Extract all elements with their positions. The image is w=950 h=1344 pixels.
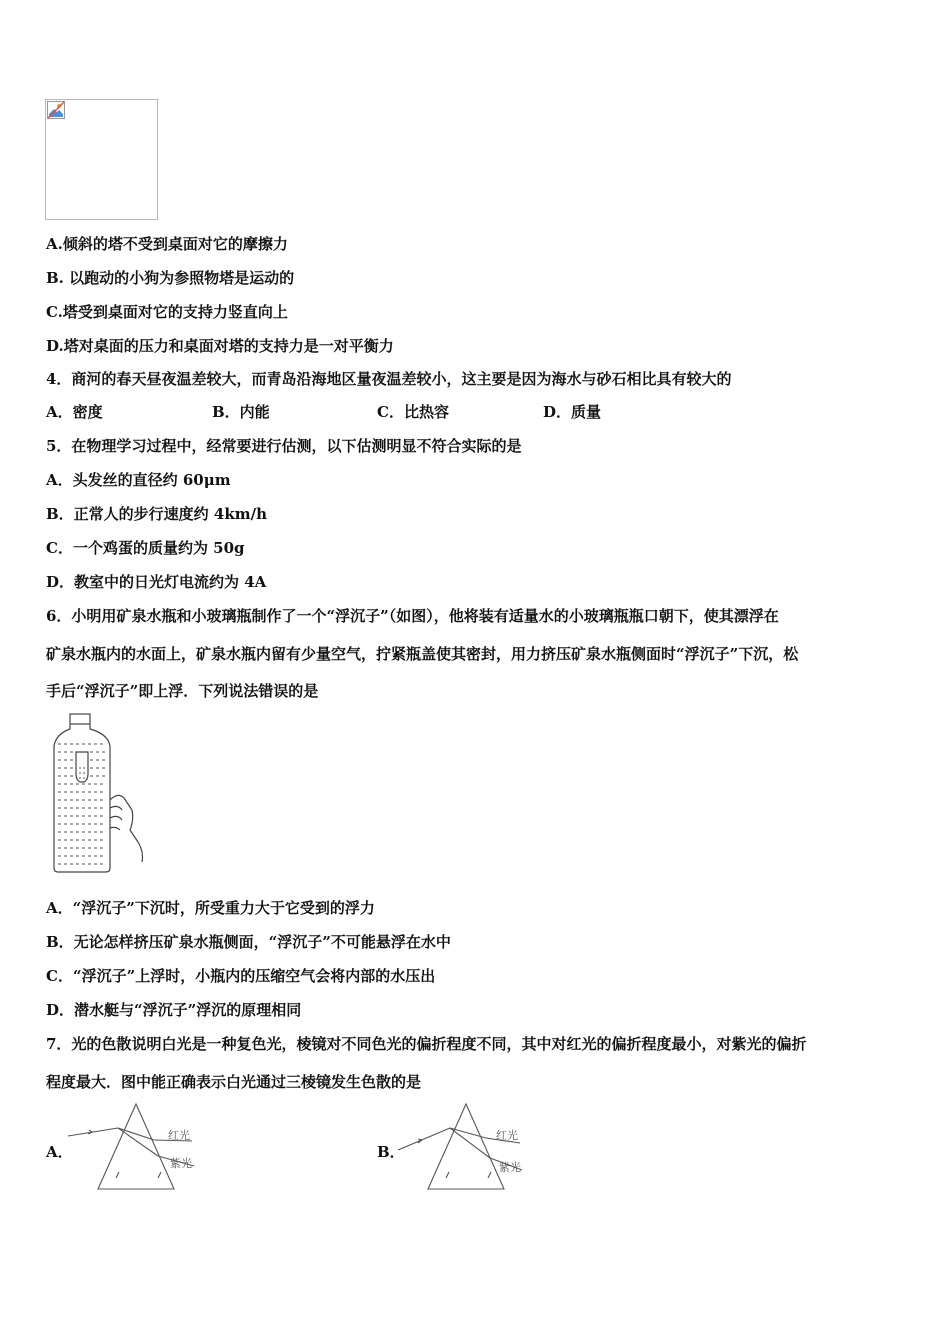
- q7-stem-line-1: 7．光的色散说明白光是一种复色光，棱镜对不同色光的偏折程度不同，其中对红光的偏折程度最小，对紫光的偏折: [46, 1035, 807, 1053]
- q5-option-b: B．正常人的步行速度约 4km/h: [46, 505, 267, 523]
- q4-option-b: B．内能: [212, 403, 270, 421]
- q4-options: [46, 402, 746, 422]
- broken-image-icon: [47, 101, 65, 119]
- q4-option-d: D．质量: [543, 403, 602, 421]
- prism-figure-a: [66, 1100, 201, 1196]
- q7-option-a-label: A．: [46, 1143, 73, 1161]
- prism-b-violet-label: 紫光: [499, 1161, 521, 1174]
- q5-option-d: D．教室中的日光灯电流约为 4A: [46, 573, 267, 591]
- q3-option-d: D.塔对桌面的压力和桌面对塔的支持力是一对平衡力: [46, 337, 394, 355]
- q3-option-b: B. 以跑动的小狗为参照物塔是运动的: [46, 269, 295, 287]
- q4-option-c: C．比热容: [377, 403, 449, 421]
- tower-image-placeholder: [45, 99, 158, 220]
- q6-option-d: D．潜水艇与“浮沉子”浮沉的原理相同: [46, 1001, 302, 1019]
- q7-stem-line-2: 程度最大．图中能正确表示白光通过三棱镜发生色散的是: [46, 1073, 422, 1091]
- prism-a-red-label: 红光: [168, 1129, 190, 1142]
- q3-option-c: C.塔受到桌面对它的支持力竖直向上: [46, 303, 288, 321]
- q5-option-c: C．一个鸡蛋的质量约为 50g: [46, 539, 245, 557]
- q4-stem: 4．商河的春天昼夜温差较大，而青岛沿海地区量夜温差较小，这主要是因为海水与砂石相比具有较大的: [46, 370, 732, 388]
- q6-stem-line-1: 6．小明用矿泉水瓶和小玻璃瓶制作了一个“浮沉子”（如图），他将装有适量水的小玻璃瓶瓶口朝下，使其漂浮在: [46, 607, 779, 625]
- q7-option-b-label: B．: [377, 1143, 405, 1161]
- q6-option-b: B．无论怎样挤压矿泉水瓶侧面，“浮沉子”不可能悬浮在水中: [46, 933, 451, 951]
- q6-option-a: A．“浮沉子”下沉时，所受重力大于它受到的浮力: [46, 899, 375, 917]
- q6-option-c: C．“浮沉子”上浮时，小瓶内的压缩空气会将内部的水压出: [46, 967, 436, 985]
- prism-a-violet-label: 紫光: [170, 1157, 192, 1170]
- q5-stem: 5．在物理学习过程中，经常要进行估测，以下估测明显不符合实际的是: [46, 437, 522, 455]
- q3-option-a: A.倾斜的塔不受到桌面对它的摩擦力: [46, 235, 288, 253]
- prism-figure-b: [396, 1100, 531, 1196]
- prism-b-red-label: 红光: [496, 1129, 518, 1142]
- q6-stem-line-2: 矿泉水瓶内的水面上，矿泉水瓶内留有少量空气，拧紧瓶盖使其密封，用力挤压矿泉水瓶侧面时“浮沉子”下沉，松: [46, 645, 799, 663]
- q5-option-a: A．头发丝的直径约 60μm: [46, 471, 231, 489]
- q4-option-a: A．密度: [46, 403, 103, 421]
- cartesian-diver-figure: [46, 712, 146, 874]
- q6-stem-line-3: 手后“浮沉子”即上浮．下列说法错误的是: [46, 682, 319, 700]
